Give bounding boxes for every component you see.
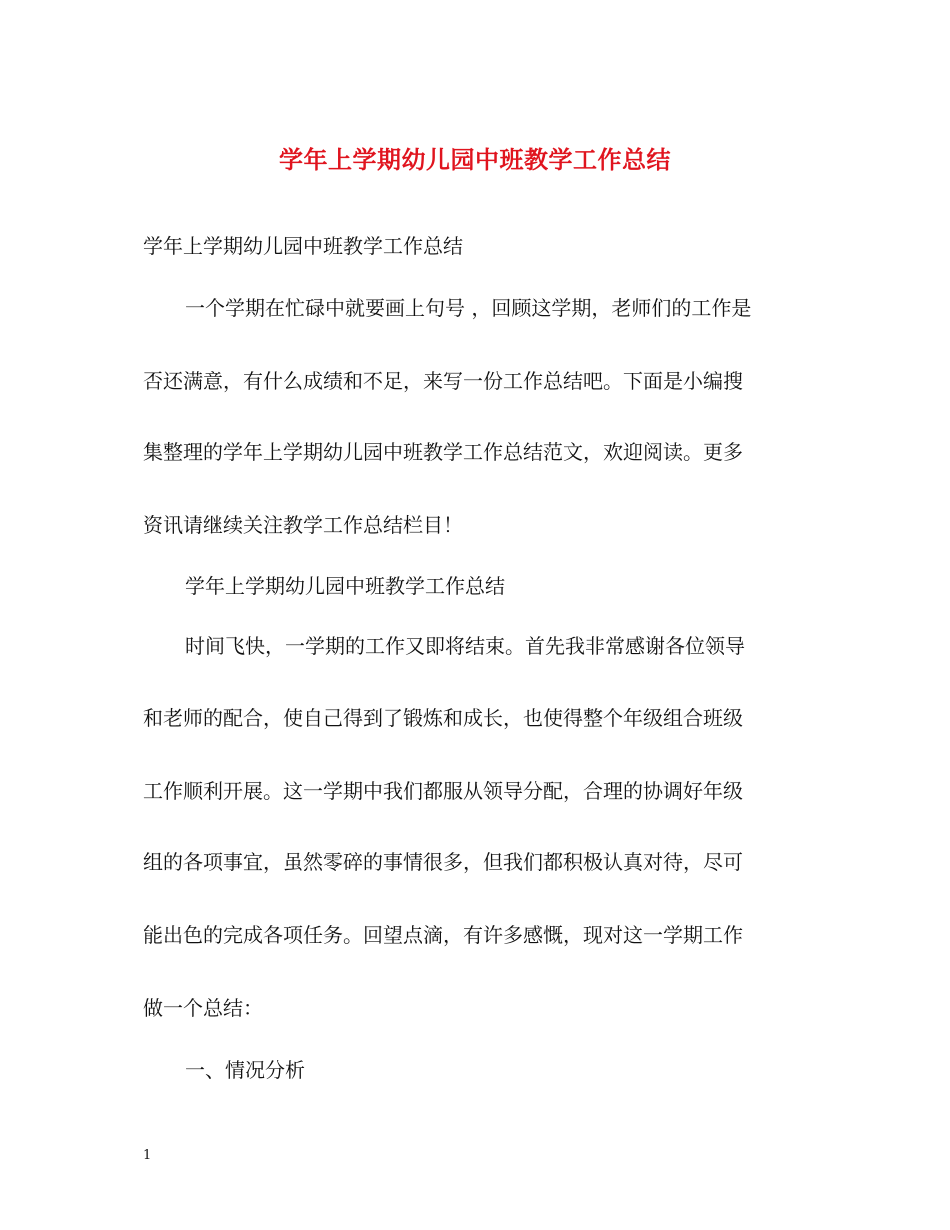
- text-line-section-heading: 学年上学期幼儿园中班教学工作总结: [185, 574, 505, 598]
- text-line-heading-analysis: 一、情况分析: [185, 1058, 305, 1082]
- page-number: 1: [143, 1148, 152, 1163]
- text-line-body-1: 时间飞快，一学期的工作又即将结束。首先我非常感谢各位领导: [185, 634, 745, 658]
- text-line-intro-1: 一个学期在忙碌中就要画上句号 ，回顾这学期，老师们的工作是: [185, 296, 752, 320]
- text-line-intro-2: 否还满意，有什么成绩和不足，来写一份工作总结吧。下面是小编搜: [143, 369, 743, 393]
- text-line-intro-4: 资讯请继续关注教学工作总结栏目！: [143, 513, 463, 537]
- text-line-body-4: 组的各项事宜，虽然零碎的事情很多，但我们都积极认真对待，尽可: [143, 850, 743, 874]
- text-line-body-5: 能出色的完成各项任务。回望点滴，有许多感慨，现对这一学期工作: [143, 923, 743, 947]
- text-line-body-3: 工作顺利开展。这一学期中我们都服从领导分配，合理的协调好年级: [143, 779, 743, 803]
- text-line-body-6: 做一个总结：: [143, 996, 263, 1020]
- document-title: 学年上学期幼儿园中班教学工作总结: [279, 145, 671, 174]
- text-line-intro-3: 集整理的学年上学期幼儿园中班教学工作总结范文，欢迎阅读。更多: [143, 440, 743, 464]
- text-line-body-2: 和老师的配合，使自己得到了锻炼和成长，也使得整个年级组合班级: [143, 706, 743, 730]
- text-line-subtitle: 学年上学期幼儿园中班教学工作总结: [143, 234, 463, 258]
